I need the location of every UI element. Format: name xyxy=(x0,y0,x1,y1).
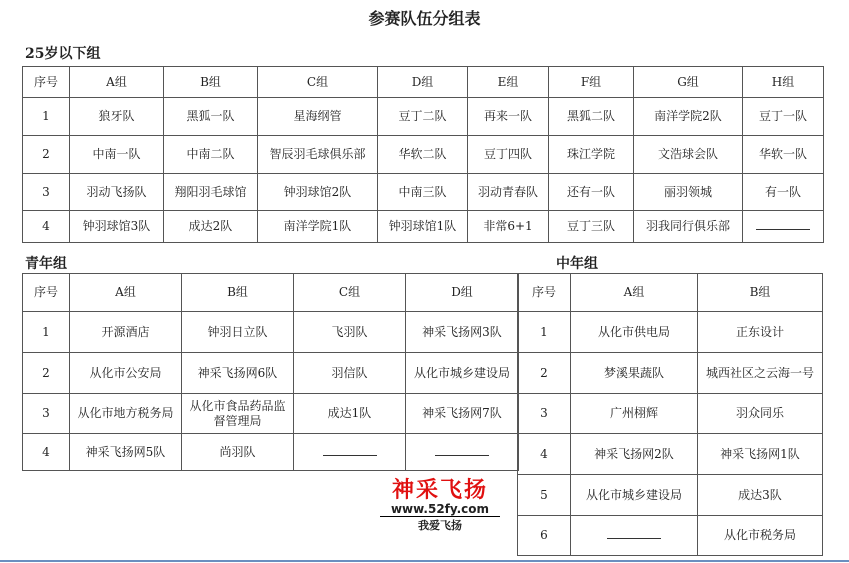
team-cell: 从化市公安局 xyxy=(70,353,182,394)
team-cell: 黑狐一队 xyxy=(164,98,258,136)
column-header: 序号 xyxy=(518,274,571,312)
team-cell: 中南一队 xyxy=(70,136,164,174)
team-cell: 尚羽队 xyxy=(182,434,294,471)
team-cell: 城西社区之云海一号 xyxy=(698,353,823,394)
row-number: 5 xyxy=(518,475,571,516)
page-title: 参赛队伍分组表 xyxy=(368,9,481,28)
team-cell: 豆丁一队 xyxy=(743,98,824,136)
watermark-logo xyxy=(380,478,500,533)
team-cell: 钟羽球馆1队 xyxy=(378,211,468,243)
table-row xyxy=(518,312,823,353)
section-under25-label: 25岁以下组 xyxy=(25,46,101,62)
blank-line xyxy=(607,530,661,539)
team-cell: 广州栩辉 xyxy=(571,394,698,434)
table-header-row xyxy=(518,274,823,312)
team-cell: 文浩球会队 xyxy=(634,136,743,174)
row-number: 2 xyxy=(518,353,571,394)
under25-table xyxy=(22,66,824,243)
empty-slot xyxy=(743,211,824,243)
team-cell: 丽羽领城 xyxy=(634,174,743,211)
row-number: 4 xyxy=(23,211,70,243)
team-cell: 中南二队 xyxy=(164,136,258,174)
youth-table xyxy=(22,273,519,471)
table-row xyxy=(23,211,824,243)
team-cell: 从化市城乡建设局 xyxy=(406,353,519,394)
team-cell: 羽动飞扬队 xyxy=(70,174,164,211)
column-header: C组 xyxy=(294,274,406,312)
column-header: D组 xyxy=(378,67,468,98)
team-cell: 梦溪果蔬队 xyxy=(571,353,698,394)
team-cell: 豆丁三队 xyxy=(549,211,634,243)
column-header: 序号 xyxy=(23,274,70,312)
team-cell: 从化市食品药品监督管理局 xyxy=(182,394,294,434)
table-row xyxy=(23,312,519,353)
team-cell: 神采飞扬网3队 xyxy=(406,312,519,353)
team-cell: 钟羽球馆2队 xyxy=(258,174,378,211)
team-cell: 中南三队 xyxy=(378,174,468,211)
row-number: 4 xyxy=(518,434,571,475)
row-number: 3 xyxy=(518,394,571,434)
team-cell: 成达3队 xyxy=(698,475,823,516)
middle-table xyxy=(517,273,823,556)
row-number: 1 xyxy=(518,312,571,353)
row-number: 3 xyxy=(23,394,70,434)
row-number: 2 xyxy=(23,353,70,394)
team-cell: 南洋学院1队 xyxy=(258,211,378,243)
team-cell: 成达2队 xyxy=(164,211,258,243)
blank-line xyxy=(323,447,377,456)
team-cell: 正东设计 xyxy=(698,312,823,353)
blank-line xyxy=(435,447,489,456)
column-header: D组 xyxy=(406,274,519,312)
page-bottom-border xyxy=(0,560,849,562)
team-cell: 羽我同行俱乐部 xyxy=(634,211,743,243)
team-cell: 开源酒店 xyxy=(70,312,182,353)
row-number: 4 xyxy=(23,434,70,471)
team-cell: 神采飞扬网6队 xyxy=(182,353,294,394)
column-header: B组 xyxy=(698,274,823,312)
empty-slot xyxy=(294,434,406,471)
team-cell: 豆丁二队 xyxy=(378,98,468,136)
column-header: F组 xyxy=(549,67,634,98)
section-middle-label: 中年组 xyxy=(556,256,598,272)
column-header: A组 xyxy=(571,274,698,312)
team-cell: 华软二队 xyxy=(378,136,468,174)
column-header: 序号 xyxy=(23,67,70,98)
row-number: 2 xyxy=(23,136,70,174)
team-cell: 钟羽球馆3队 xyxy=(70,211,164,243)
table-row xyxy=(518,434,823,475)
team-cell: 华软一队 xyxy=(743,136,824,174)
column-header: C组 xyxy=(258,67,378,98)
table-row xyxy=(518,475,823,516)
empty-slot xyxy=(571,516,698,556)
row-number: 1 xyxy=(23,98,70,136)
team-cell: 神采飞扬网1队 xyxy=(698,434,823,475)
table-row xyxy=(23,434,519,471)
team-cell: 钟羽日立队 xyxy=(182,312,294,353)
table-row xyxy=(23,174,824,211)
column-header: A组 xyxy=(70,274,182,312)
team-cell: 有一队 xyxy=(743,174,824,211)
row-number: 3 xyxy=(23,174,70,211)
team-cell: 羽众同乐 xyxy=(698,394,823,434)
table-header-row xyxy=(23,67,824,98)
team-cell: 非常6+1 xyxy=(468,211,549,243)
team-cell: 翔阳羽毛球馆 xyxy=(164,174,258,211)
section-youth-label: 青年组 xyxy=(25,256,67,272)
team-cell: 黑狐二队 xyxy=(549,98,634,136)
column-header: E组 xyxy=(468,67,549,98)
team-cell: 智辰羽毛球俱乐部 xyxy=(258,136,378,174)
watermark-slogan: 我爱飞扬 xyxy=(418,519,462,532)
team-cell: 从化市地方税务局 xyxy=(70,394,182,434)
team-cell: 再来一队 xyxy=(468,98,549,136)
table-row xyxy=(518,516,823,556)
column-header: B组 xyxy=(164,67,258,98)
row-number: 1 xyxy=(23,312,70,353)
team-cell: 成达1队 xyxy=(294,394,406,434)
column-header: G组 xyxy=(634,67,743,98)
table-row xyxy=(23,136,824,174)
column-header: A组 xyxy=(70,67,164,98)
table-row xyxy=(518,353,823,394)
team-cell: 还有一队 xyxy=(549,174,634,211)
team-cell: 豆丁四队 xyxy=(468,136,549,174)
watermark-url: www.52fy.com xyxy=(380,502,500,517)
column-header: H组 xyxy=(743,67,824,98)
team-cell: 从化市供电局 xyxy=(571,312,698,353)
team-cell: 从化市税务局 xyxy=(698,516,823,556)
table-row xyxy=(23,394,519,434)
table-row xyxy=(23,98,824,136)
team-cell: 神采飞扬网5队 xyxy=(70,434,182,471)
team-cell: 神采飞扬网2队 xyxy=(571,434,698,475)
blank-line xyxy=(756,221,810,230)
team-cell: 南洋学院2队 xyxy=(634,98,743,136)
team-cell: 狼牙队 xyxy=(70,98,164,136)
team-cell: 珠江学院 xyxy=(549,136,634,174)
empty-slot xyxy=(406,434,519,471)
watermark-brand: 神采飞扬 xyxy=(391,477,488,503)
table-row xyxy=(518,394,823,434)
team-cell: 星海纲管 xyxy=(258,98,378,136)
table-header-row xyxy=(23,274,519,312)
table-row xyxy=(23,353,519,394)
row-number: 6 xyxy=(518,516,571,556)
team-cell: 从化市城乡建设局 xyxy=(571,475,698,516)
column-header: B组 xyxy=(182,274,294,312)
team-cell: 神采飞扬网7队 xyxy=(406,394,519,434)
team-cell: 羽动青春队 xyxy=(468,174,549,211)
team-cell: 羽信队 xyxy=(294,353,406,394)
team-cell: 飞羽队 xyxy=(294,312,406,353)
